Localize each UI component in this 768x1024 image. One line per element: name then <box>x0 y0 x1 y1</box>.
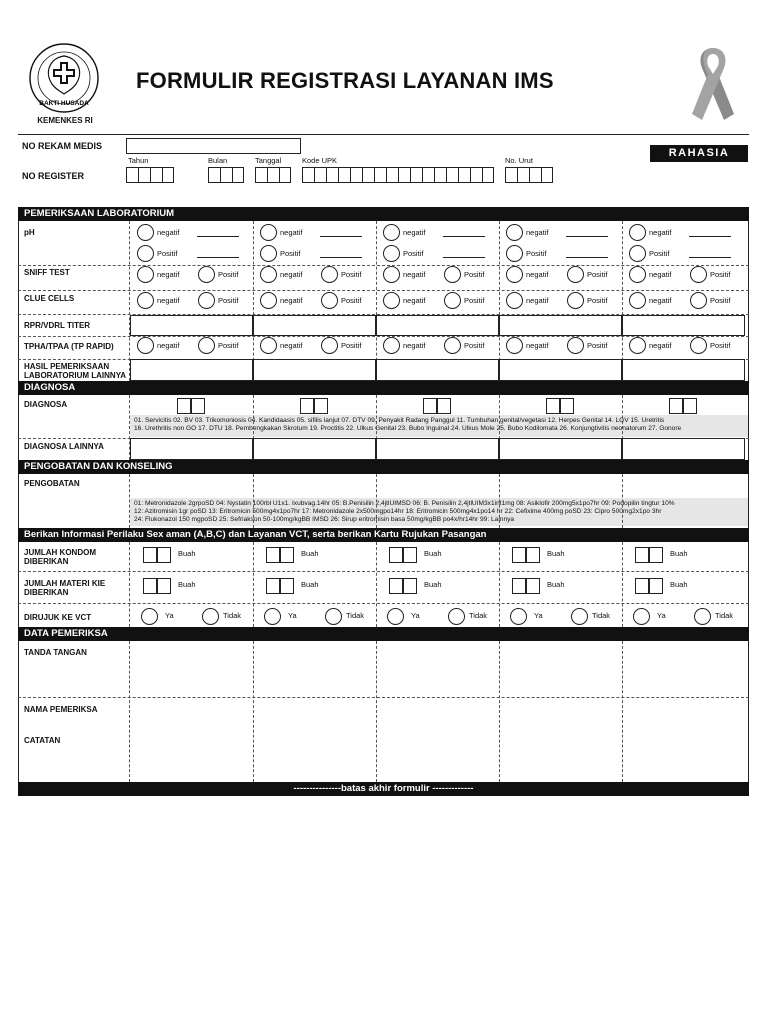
column-divider <box>499 221 500 381</box>
visit-2-ph-positif-label: Positif <box>280 249 301 258</box>
visit-3-rpr-field[interactable] <box>376 315 499 336</box>
visit-4-tpha-negatif-radio[interactable] <box>506 337 523 354</box>
visit-5-kondom-digit-2[interactable] <box>649 547 663 563</box>
header-divider <box>18 134 749 135</box>
visit-2-ph-negatif-radio[interactable] <box>260 224 277 241</box>
visit-2-kie-digit-1[interactable] <box>266 578 280 594</box>
jumlah-kie-label: JUMLAH MATERI KIE DIBERIKAN <box>24 579 106 597</box>
visit-3-clue-positif-label: Positif <box>464 296 485 305</box>
visit-2-nama-catatan-field[interactable] <box>254 698 375 780</box>
column-divider <box>376 542 377 627</box>
visit-1-kondom-digit-1[interactable] <box>143 547 157 563</box>
visit-2-tpha-negatif-label: negatif <box>280 341 303 350</box>
info-section-header: Berikan Informasi Perilaku Sex aman (A,B,C) dan Layanan VCT, serta berikan Kartu Rujukan Pasangan <box>18 528 749 542</box>
visit-5-ph-positif-radio[interactable] <box>629 245 646 262</box>
visit-3-sniff-positif-label: Positif <box>464 270 485 279</box>
visit-4-clue-negatif-label: negatif <box>526 296 549 305</box>
ph-label: pH <box>24 228 35 237</box>
visit-4-clue-negatif-radio[interactable] <box>506 292 523 309</box>
visit-2-clue-negatif-radio[interactable] <box>260 292 277 309</box>
visit-4-rpr-field[interactable] <box>499 315 622 336</box>
visit-1-tpha-negatif-label: negatif <box>157 341 180 350</box>
visit-5-clue-negatif-label: negatif <box>649 296 672 305</box>
visit-4-diagnosa-code-2[interactable] <box>560 398 574 414</box>
visit-1-ph-negatif-radio[interactable] <box>137 224 154 241</box>
visit-4-nama-catatan-field[interactable] <box>500 698 621 780</box>
visit-3-kie-digit-1[interactable] <box>389 578 403 594</box>
visit-2-sniff-positif-label: Positif <box>341 270 362 279</box>
visit-4-kondom-unit: Buah <box>547 549 565 558</box>
column-divider <box>376 474 377 528</box>
visit-1-ph-positif-value[interactable] <box>197 257 239 258</box>
pengobatan-label: PENGOBATAN <box>24 479 80 488</box>
no-rekam-medis-label: NO REKAM MEDIS <box>22 141 103 151</box>
visit-1-clue-negatif-label: negatif <box>157 296 180 305</box>
visit-3-ph-negatif-radio[interactable] <box>383 224 400 241</box>
visit-1-tpha-positif-label: Positif <box>218 341 239 350</box>
visit-2-diagnosa-lainnya-field[interactable] <box>253 438 376 460</box>
hasil-lab-label: HASIL PEMERIKSAAN LABORATORIUM LAINNYA <box>24 362 127 380</box>
visit-4-hasil-lab-field[interactable] <box>499 359 622 381</box>
visit-2-clue-negatif-label: negatif <box>280 296 303 305</box>
visit-3-sniff-negatif-radio[interactable] <box>383 266 400 283</box>
catatan-label: CATATAN <box>24 736 61 745</box>
visit-5-tpha-negatif-label: negatif <box>649 341 672 350</box>
visit-4-sniff-negatif-radio[interactable] <box>506 266 523 283</box>
column-divider <box>253 221 254 381</box>
kode-upk-label: Kode UPK <box>302 156 338 165</box>
visit-4-kondom-digit-1[interactable] <box>512 547 526 563</box>
diagnosa-label: DIAGNOSA <box>24 400 68 409</box>
confidential-badge: RAHASIA <box>650 145 748 162</box>
lab-section-header: PEMERIKSAAN LABORATORIUM <box>18 207 749 221</box>
visit-1-ph-negatif-value[interactable] <box>197 236 239 237</box>
tanda-tangan-label: TANDA TANGAN <box>24 648 87 657</box>
visit-4-vct-tidak-radio[interactable] <box>571 608 588 625</box>
visit-1-sniff-positif-label: Positif <box>218 270 239 279</box>
visit-2-ph-positif-radio[interactable] <box>260 245 277 262</box>
visit-3-sniff-positif-radio[interactable] <box>444 266 461 283</box>
visit-5-sniff-negatif-radio[interactable] <box>629 266 646 283</box>
visit-2-sniff-negatif-label: negatif <box>280 270 303 279</box>
visit-5-nama-catatan-field[interactable] <box>623 698 744 780</box>
column-divider <box>129 474 130 528</box>
visit-4-sniff-positif-radio[interactable] <box>567 266 584 283</box>
visit-2-vct-tidak-label: Tidak <box>346 611 365 620</box>
visit-2-tpha-negatif-radio[interactable] <box>260 337 277 354</box>
visit-5-vct-tidak-label: Tidak <box>715 611 734 620</box>
no-rekam-medis-field[interactable] <box>126 138 301 154</box>
no-urut-field[interactable] <box>505 167 553 183</box>
visit-2-kie-digit-2[interactable] <box>280 578 294 594</box>
visit-1-diagnosa-lainnya-field[interactable] <box>130 438 253 460</box>
visit-2-tpha-positif-label: Positif <box>341 341 362 350</box>
visit-2-ph-positif-value[interactable] <box>320 257 362 258</box>
visit-3-tpha-negatif-label: negatif <box>403 341 426 350</box>
visit-5-vct-ya-label: Ya <box>657 611 666 620</box>
visit-4-kie-digit-2[interactable] <box>526 578 540 594</box>
tanggal-label: Tanggal <box>255 156 282 165</box>
bulan-label: Bulan <box>208 156 228 165</box>
visit-4-vct-tidak-label: Tidak <box>592 611 611 620</box>
visit-5-sniff-positif-radio[interactable] <box>690 266 707 283</box>
dirujuk-vct-label: DIRUJUK KE VCT <box>24 613 92 622</box>
visit-3-kie-unit: Buah <box>424 580 442 589</box>
visit-5-sniff-negatif-label: negatif <box>649 270 672 279</box>
visit-2-tanda-tangan-field[interactable] <box>254 642 375 696</box>
kemenkes-logo <box>28 42 100 114</box>
visit-1-tanda-tangan-field[interactable] <box>131 642 252 696</box>
visit-1-tpha-negatif-radio[interactable] <box>137 337 154 354</box>
visit-5-tpha-positif-radio[interactable] <box>690 337 707 354</box>
awareness-ribbon-icon <box>684 44 742 124</box>
visit-3-ph-positif-radio[interactable] <box>383 245 400 262</box>
visit-4-ph-negatif-label: negatif <box>526 228 549 237</box>
visit-3-tanda-tangan-field[interactable] <box>377 642 498 696</box>
visit-1-vct-ya-radio[interactable] <box>141 608 158 625</box>
visit-1-diagnosa-code-1[interactable] <box>177 398 191 414</box>
visit-1-sniff-positif-radio[interactable] <box>198 266 215 283</box>
visit-3-hasil-lab-field[interactable] <box>376 359 499 381</box>
visit-5-tanda-tangan-field[interactable] <box>623 642 744 696</box>
visit-3-kondom-digit-2[interactable] <box>403 547 417 563</box>
column-divider <box>376 221 377 381</box>
visit-2-kondom-digit-1[interactable] <box>266 547 280 563</box>
visit-3-tpha-negatif-radio[interactable] <box>383 337 400 354</box>
visit-5-ph-positif-value[interactable] <box>689 257 731 258</box>
visit-4-tanda-tangan-field[interactable] <box>500 642 621 696</box>
visit-3-kondom-digit-1[interactable] <box>389 547 403 563</box>
visit-2-kondom-digit-2[interactable] <box>280 547 294 563</box>
visit-1-clue-positif-label: Positif <box>218 296 239 305</box>
visit-4-ph-negatif-radio[interactable] <box>506 224 523 241</box>
visit-3-ph-positif-value[interactable] <box>443 257 485 258</box>
visit-2-vct-ya-label: Ya <box>288 611 297 620</box>
visit-4-sniff-negatif-label: negatif <box>526 270 549 279</box>
clue-cells-label: CLUE CELLS <box>24 294 75 303</box>
visit-2-sniff-positif-radio[interactable] <box>321 266 338 283</box>
visit-2-clue-positif-radio[interactable] <box>321 292 338 309</box>
visit-4-clue-positif-label: Positif <box>587 296 608 305</box>
visit-2-tpha-positif-radio[interactable] <box>321 337 338 354</box>
visit-1-clue-negatif-radio[interactable] <box>137 292 154 309</box>
visit-1-nama-catatan-field[interactable] <box>131 698 252 780</box>
visit-3-tpha-positif-label: Positif <box>464 341 485 350</box>
visit-1-hasil-lab-field[interactable] <box>130 359 253 381</box>
visit-4-ph-positif-label: Positif <box>526 249 547 258</box>
visit-1-kondom-unit: Buah <box>178 549 196 558</box>
visit-1-diagnosa-code-2[interactable] <box>191 398 205 414</box>
visit-5-diagnosa-code-1[interactable] <box>669 398 683 414</box>
visit-4-kie-unit: Buah <box>547 580 565 589</box>
visit-4-diagnosa-code-1[interactable] <box>546 398 560 414</box>
column-divider <box>253 542 254 627</box>
visit-5-clue-negatif-radio[interactable] <box>629 292 646 309</box>
visit-2-vct-ya-radio[interactable] <box>264 608 281 625</box>
visit-5-kie-digit-1[interactable] <box>635 578 649 594</box>
visit-5-sniff-positif-label: Positif <box>710 270 731 279</box>
visit-5-kie-digit-2[interactable] <box>649 578 663 594</box>
visit-3-ph-positif-label: Positif <box>403 249 424 258</box>
visit-1-sniff-negatif-radio[interactable] <box>137 266 154 283</box>
visit-5-ph-positif-label: Positif <box>649 249 670 258</box>
rpr-vdrl-label: RPR/VDRL TITER <box>24 321 91 330</box>
tahun-field[interactable] <box>126 167 174 183</box>
visit-1-vct-tidak-label: Tidak <box>223 611 242 620</box>
kode-upk-field[interactable] <box>302 167 494 183</box>
visit-5-ph-negatif-radio[interactable] <box>629 224 646 241</box>
visit-5-diagnosa-lainnya-field[interactable] <box>622 438 745 460</box>
visit-1-kie-digit-1[interactable] <box>143 578 157 594</box>
visit-4-tpha-positif-label: Positif <box>587 341 608 350</box>
visit-4-vct-ya-label: Ya <box>534 611 543 620</box>
column-divider <box>253 474 254 528</box>
visit-1-sniff-negatif-label: negatif <box>157 270 180 279</box>
visit-1-vct-ya-label: Ya <box>165 611 174 620</box>
bulan-field[interactable] <box>208 167 244 183</box>
visit-2-clue-positif-label: Positif <box>341 296 362 305</box>
visit-2-ph-negatif-value[interactable] <box>320 236 362 237</box>
visit-5-kondom-digit-1[interactable] <box>635 547 649 563</box>
column-divider <box>129 221 130 381</box>
logo-caption: KEMENKES RI <box>37 116 93 125</box>
visit-4-ph-positif-radio[interactable] <box>506 245 523 262</box>
visit-3-clue-negatif-radio[interactable] <box>383 292 400 309</box>
visit-5-tpha-negatif-radio[interactable] <box>629 337 646 354</box>
pemeriksa-section-header: DATA PEMERIKSA <box>18 627 749 641</box>
visit-4-ph-negatif-value[interactable] <box>566 236 608 237</box>
visit-5-ph-negatif-label: negatif <box>649 228 672 237</box>
visit-3-tpha-positif-radio[interactable] <box>444 337 461 354</box>
visit-4-sniff-positif-label: Positif <box>587 270 608 279</box>
visit-2-rpr-field[interactable] <box>253 315 376 336</box>
visit-3-vct-ya-label: Ya <box>411 611 420 620</box>
column-divider <box>622 542 623 627</box>
end-of-form-bar: ---------------batas akhir formulir ------------- <box>18 782 749 796</box>
visit-4-ph-positif-value[interactable] <box>566 257 608 258</box>
column-divider <box>129 542 130 627</box>
visit-5-ph-negatif-value[interactable] <box>689 236 731 237</box>
pengobatan-codes: 01: Metronidazole 2grpoSD 04: Nystatin 100rbl U1x1. Ixubvag.14hr 05: B.Penisilin 2,4jtlUIMSD 06: B. Penisilin 2,4jtlUIM3x1int1mg 08: Asiklofir 200mg5x1po7hr 09: Podopilin tingtur 10% 12: Azitromisin 1gr poSD 13: Eritromicin 500mg4x1po7hr 17: Metronidazole 2x500mgpo14hr 18: Eritromicin 500mg4x1po14 hr 22: Cefixime 400mg poSD 23: Cipro 500mg2x1po 3hr 24: Flukonazol 150 mgpoSD 25: Sefriakson 50-100mg/kgBB IMSD 26: Sirup eritromisin basa 50mg/kgBB po4x/hr14hr 99: Lainnya <box>130 498 748 526</box>
visit-5-hasil-lab-field[interactable] <box>622 359 745 381</box>
visit-5-rpr-field[interactable] <box>622 315 745 336</box>
visit-2-kondom-unit: Buah <box>301 549 319 558</box>
visit-2-sniff-negatif-radio[interactable] <box>260 266 277 283</box>
visit-1-kie-unit: Buah <box>178 580 196 589</box>
column-divider <box>499 542 500 627</box>
visit-4-tpha-negatif-label: negatif <box>526 341 549 350</box>
visit-5-tpha-positif-label: Positif <box>710 341 731 350</box>
diagnosa-lainnya-label: DIAGNOSA LAINNYA <box>24 442 104 451</box>
visit-2-hasil-lab-field[interactable] <box>253 359 376 381</box>
visit-3-nama-catatan-field[interactable] <box>377 698 498 780</box>
tanggal-field[interactable] <box>255 167 291 183</box>
visit-1-rpr-field[interactable] <box>130 315 253 336</box>
no-register-label: NO REGISTER <box>22 171 85 181</box>
visit-1-tpha-positif-radio[interactable] <box>198 337 215 354</box>
page-title: FORMULIR REGISTRASI LAYANAN IMS <box>136 68 554 93</box>
visit-2-ph-negatif-label: negatif <box>280 228 303 237</box>
visit-5-clue-positif-radio[interactable] <box>690 292 707 309</box>
tpha-label: TPHA/TPAA (TP RAPID) <box>24 342 114 351</box>
sniff-test-label: SNIFF TEST <box>24 268 70 277</box>
visit-3-kie-digit-2[interactable] <box>403 578 417 594</box>
visit-5-vct-tidak-radio[interactable] <box>694 608 711 625</box>
visit-2-vct-tidak-radio[interactable] <box>325 608 342 625</box>
visit-5-vct-ya-radio[interactable] <box>633 608 650 625</box>
visit-2-diagnosa-code-1[interactable] <box>300 398 314 414</box>
visit-3-ph-negatif-value[interactable] <box>443 236 485 237</box>
visit-4-kondom-digit-2[interactable] <box>526 547 540 563</box>
visit-3-clue-positif-radio[interactable] <box>444 292 461 309</box>
visit-1-ph-negatif-label: negatif <box>157 228 180 237</box>
pengobatan-section-header: PENGOBATAN DAN KONSELING <box>18 460 749 474</box>
visit-3-diagnosa-lainnya-field[interactable] <box>376 438 499 460</box>
visit-5-clue-positif-label: Positif <box>710 296 731 305</box>
visit-4-tpha-positif-radio[interactable] <box>567 337 584 354</box>
visit-4-vct-ya-radio[interactable] <box>510 608 527 625</box>
column-divider <box>499 474 500 528</box>
visit-4-diagnosa-lainnya-field[interactable] <box>499 438 622 460</box>
visit-3-vct-ya-radio[interactable] <box>387 608 404 625</box>
visit-1-ph-positif-radio[interactable] <box>137 245 154 262</box>
visit-3-kondom-unit: Buah <box>424 549 442 558</box>
visit-4-kie-digit-1[interactable] <box>512 578 526 594</box>
visit-2-diagnosa-code-2[interactable] <box>314 398 328 414</box>
visit-3-clue-negatif-label: negatif <box>403 296 426 305</box>
visit-3-sniff-negatif-label: negatif <box>403 270 426 279</box>
column-divider <box>622 474 623 528</box>
diagnosa-codes: 01. Servicitis 02. BV 03. Trikomoniosis 04. Kandidaasis 05. sifilis lanjut 07. DTV 09. Penyakit Radang Panggul 11. Tumbuhan genital/vegetasi 12. Herpes Genital 14. LGV 15. Uretritis 16. Urethritis non GO 17. DTU 18. Pembengkakan Skrotum 19. Proctitis 22. Ulkus Genital 23. Bubo Inguinal 24. Ulkus Mole 25. Bubo Kodilomata 26. Konjungtivitis neonatorum 27. Gonore <box>130 415 748 437</box>
jumlah-kondom-label: JUMLAH KONDOM DIBERIKAN <box>24 548 96 566</box>
visit-4-clue-positif-radio[interactable] <box>567 292 584 309</box>
visit-1-vct-tidak-radio[interactable] <box>202 608 219 625</box>
tahun-label: Tahun <box>128 156 149 165</box>
visit-3-diagnosa-code-1[interactable] <box>423 398 437 414</box>
visit-3-diagnosa-code-2[interactable] <box>437 398 451 414</box>
visit-1-kondom-digit-2[interactable] <box>157 547 171 563</box>
logo-text: BAKTI HUSADA <box>39 100 89 107</box>
visit-3-ph-negatif-label: negatif <box>403 228 426 237</box>
column-divider <box>622 221 623 381</box>
visit-5-kondom-unit: Buah <box>670 549 688 558</box>
visit-5-diagnosa-code-2[interactable] <box>683 398 697 414</box>
no-urut-label: No. Urut <box>505 156 533 165</box>
visit-3-vct-tidak-radio[interactable] <box>448 608 465 625</box>
nama-pemeriksa-label: NAMA PEMERIKSA <box>24 705 98 714</box>
visit-1-kie-digit-2[interactable] <box>157 578 171 594</box>
visit-3-vct-tidak-label: Tidak <box>469 611 488 620</box>
visit-5-kie-unit: Buah <box>670 580 688 589</box>
visit-1-ph-positif-label: Positif <box>157 249 178 258</box>
visit-1-clue-positif-radio[interactable] <box>198 292 215 309</box>
column-divider <box>129 641 130 782</box>
visit-2-kie-unit: Buah <box>301 580 319 589</box>
diagnosa-section-header: DIAGNOSA <box>18 381 749 395</box>
